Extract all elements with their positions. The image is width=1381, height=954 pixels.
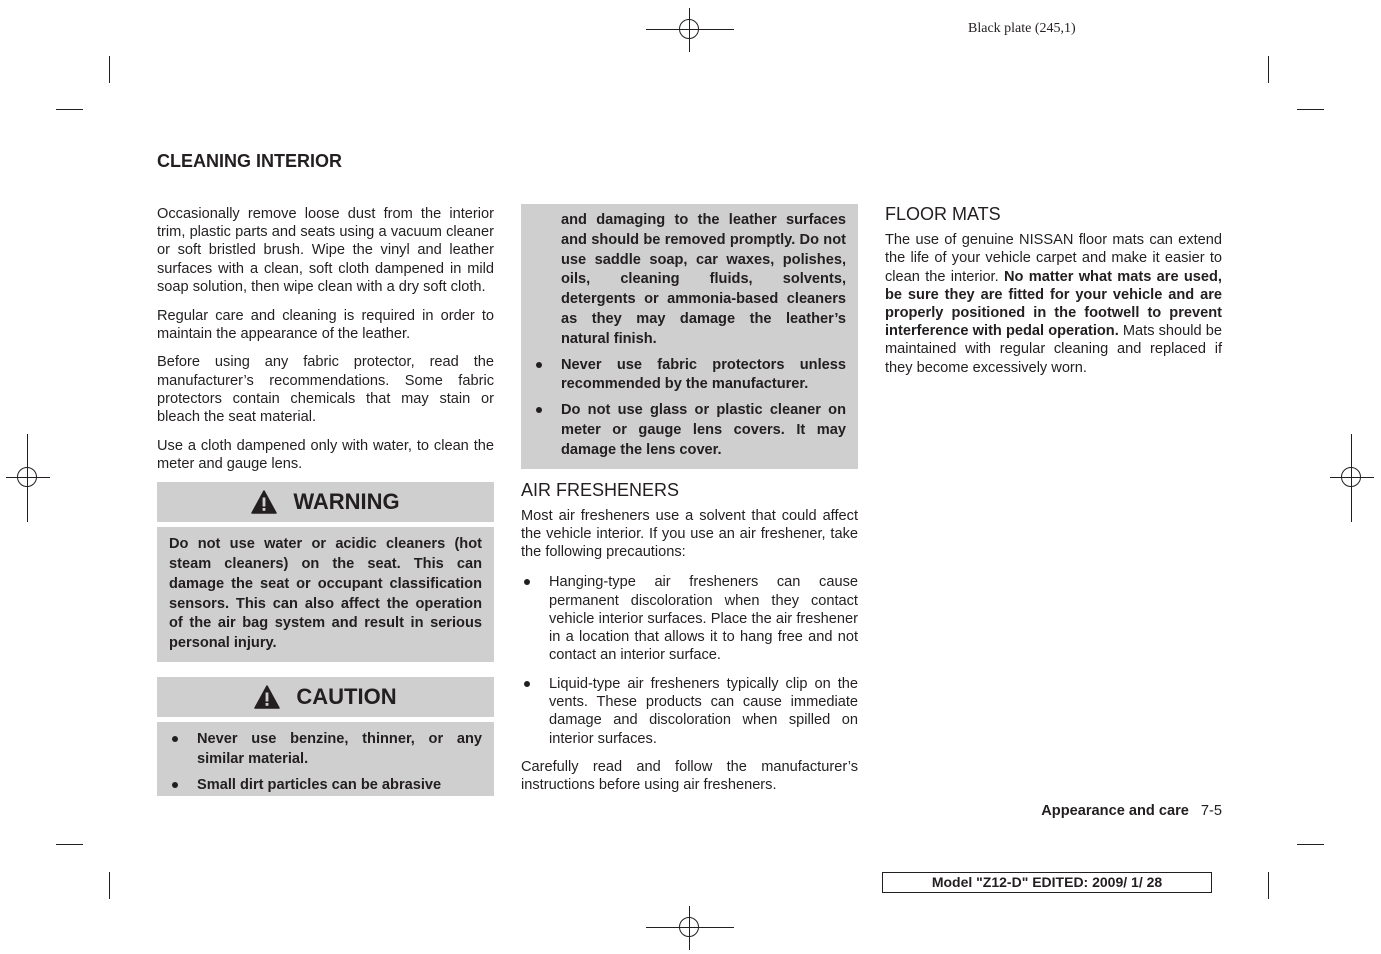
list-item: Hanging-type air fresheners can cause permanent discoloration when they contact vehicle interior surfaces. Place the air freshener in a location that allows it to hang free and not contact an interior surface. <box>521 573 858 664</box>
registration-mark-bottom <box>668 906 712 950</box>
caution-continued-text: and damaging to the leather surfaces and should be removed promptly. Do not use saddle soap, car waxes, polishes, oils, cleaning fluids, solvents, detergents or ammonia-based cleaners as they may damage the leather’s natural finish. <box>561 212 846 347</box>
warning-title: WARNING <box>293 489 400 515</box>
warning-body: Do not use water or acidic cleaners (hot steam cleaners) on the seat. This can damage the seat or occupant classification sensors. This can also affect the operation of the air bag system and result in serious personal injury. <box>157 527 494 662</box>
list-item: Liquid-type air fresheners typically clip on the vents. These products can cause immediate damage and discoloration when spilled on interior surfaces. <box>521 675 858 748</box>
crop-mark <box>1268 872 1269 899</box>
warning-header <box>157 482 494 522</box>
registration-mark-right <box>1330 456 1374 500</box>
crop-mark <box>109 56 110 83</box>
registration-mark-top <box>668 8 712 52</box>
warning-triangle-icon <box>251 490 277 514</box>
caution-item: Never use benzine, thinner, or any similar material. <box>169 730 482 770</box>
plate-label: Black plate (245,1) <box>968 21 1076 36</box>
floor-mats-heading: FLOOR MATS <box>885 204 1001 224</box>
air-fresheners-heading: AIR FRESHENERS <box>521 479 680 500</box>
caution-continued-body <box>521 204 858 469</box>
crop-mark <box>56 109 83 110</box>
caution-item: Never use fabric protectors unless recommended by the manufacturer. <box>533 356 846 396</box>
paragraph: Carefully read and follow the manufacturer’s instructions before using air fresheners. <box>521 759 858 794</box>
floor-mats-paragraph <box>885 231 1222 377</box>
model-edit-box: Model "Z12-D" EDITED: 2009/ 1/ 28 <box>882 872 1212 893</box>
text-run: Mats should be maintained with regular cleaning and replaced if they become excessively worn. <box>885 323 1223 376</box>
crop-mark <box>56 844 83 845</box>
caution-title: CAUTION <box>296 683 397 709</box>
paragraph: Most air fresheners use a solvent that could affect the vehicle interior. If you use an air freshener, take the following precautions: <box>521 507 858 561</box>
footer-section-title: Appearance and care <box>1041 803 1189 819</box>
column-3 <box>885 205 1222 387</box>
column-2 <box>521 204 858 805</box>
caution-triangle-icon <box>254 685 280 709</box>
crop-mark <box>1268 56 1269 83</box>
section-title: CLEANING INTERIOR <box>157 151 343 171</box>
paragraph: Use a cloth dampened only with water, to clean the meter and gauge lens. <box>157 437 494 472</box>
footer-section <box>1041 803 1222 819</box>
caution-body <box>157 722 494 796</box>
crop-mark <box>1297 844 1324 845</box>
paragraph: Occasionally remove loose dust from the interior trim, plastic parts and seats using a vacuum cleaner or soft bristled brush. Wipe the vinyl and leather surfaces with a clean, soft cloth dampened in mild soap solution, then wipe clean with a dry soft cloth. <box>157 206 494 295</box>
text-run: The use of genuine NISSAN floor mats can extend the life of your vehicle carpet and make it easier to clean the interior. <box>885 232 1222 285</box>
caution-item: Do not use glass or plastic cleaner on meter or gauge lens covers. It may damage the lens cover. <box>533 401 846 460</box>
paragraph: Regular care and cleaning is required in order to maintain the appearance of the leather. <box>157 307 494 342</box>
paragraph: Before using any fabric protector, read the manufacturer’s recommendations. Some fabric protectors contain chemicals that may stain or bleach the seat material. <box>157 354 494 426</box>
page-number: 7-5 <box>1200 803 1222 819</box>
bold-text-run: No matter what mats are used, be sure they are fitted for your vehicle and are properly positioned in the footwell to prevent interference with pedal operation. <box>885 268 1222 340</box>
crop-mark <box>1297 109 1324 110</box>
registration-mark-left <box>6 456 50 500</box>
crop-mark <box>109 872 110 899</box>
caution-item: Small dirt particles can be abrasive <box>169 776 482 796</box>
column-1 <box>157 205 494 796</box>
caution-header <box>157 677 494 717</box>
